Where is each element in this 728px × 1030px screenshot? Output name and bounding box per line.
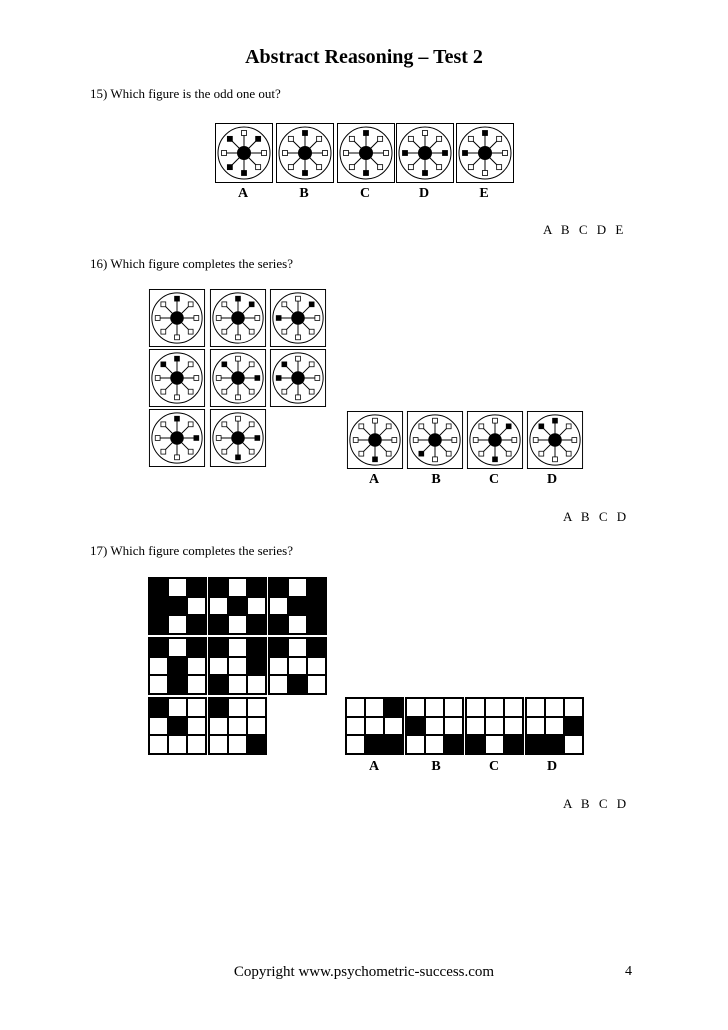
grid-cell xyxy=(209,657,228,676)
grid-cell xyxy=(149,657,168,676)
cell-grid-figure-q17-r2c2 xyxy=(208,637,267,695)
wheel-figure-q15-E xyxy=(456,123,514,183)
grid-cell xyxy=(307,615,326,634)
option-label: C xyxy=(488,759,500,774)
page-title: Abstract Reasoning – Test 2 xyxy=(245,46,483,68)
grid-cell xyxy=(247,717,266,736)
grid-cell xyxy=(149,615,168,634)
grid-cell xyxy=(384,717,403,736)
grid-cell xyxy=(564,698,583,717)
cell-grid-figure-q17-r1c3 xyxy=(268,577,327,635)
grid-cell xyxy=(307,675,326,694)
grid-cell xyxy=(168,717,187,736)
cell-grid-figure-q17-B xyxy=(405,697,464,755)
grid-cell xyxy=(228,698,247,717)
cell-grid-figure-q17-r1c1 xyxy=(148,577,207,635)
grid-cell xyxy=(564,717,583,736)
grid-cell xyxy=(425,698,444,717)
grid-cell xyxy=(288,638,307,657)
grid-cell xyxy=(288,597,307,616)
grid-cell xyxy=(209,698,228,717)
grid-cell xyxy=(247,735,266,754)
grid-cell xyxy=(187,578,206,597)
cell-grid-figure-q17-A xyxy=(345,697,404,755)
grid-cell xyxy=(307,578,326,597)
wheel-figure-q15-B xyxy=(276,123,334,183)
grid-cell xyxy=(346,698,365,717)
grid-cell xyxy=(425,717,444,736)
grid-cell xyxy=(545,717,564,736)
option-label: B xyxy=(299,186,309,201)
option-label: B xyxy=(431,472,441,487)
grid-cell xyxy=(545,735,564,754)
grid-cell xyxy=(444,717,463,736)
grid-cell xyxy=(526,735,545,754)
grid-cell xyxy=(168,675,187,694)
grid-cell xyxy=(466,698,485,717)
grid-cell xyxy=(288,615,307,634)
option-label: D xyxy=(546,472,558,487)
option-label: D xyxy=(546,759,558,774)
cell-grid-figure-q17-D xyxy=(525,697,584,755)
option-label: B xyxy=(431,759,441,774)
grid-cell xyxy=(187,698,206,717)
grid-cell xyxy=(247,597,266,616)
cell-grid-figure-q17-r3c2 xyxy=(208,697,267,755)
grid-cell xyxy=(406,735,425,754)
grid-cell xyxy=(187,597,206,616)
grid-cell xyxy=(187,675,206,694)
grid-cell xyxy=(406,698,425,717)
grid-cell xyxy=(209,597,228,616)
grid-cell xyxy=(149,597,168,616)
grid-cell xyxy=(466,717,485,736)
cell-grid-figure-q17-r3c1 xyxy=(148,697,207,755)
wheel-figure-q15-A xyxy=(215,123,273,183)
wheel-figure-q16-D xyxy=(526,411,584,469)
grid-cell xyxy=(425,735,444,754)
grid-cell xyxy=(228,578,247,597)
grid-cell xyxy=(209,735,228,754)
grid-cell xyxy=(346,717,365,736)
grid-cell xyxy=(228,735,247,754)
grid-cell xyxy=(228,597,247,616)
grid-cell xyxy=(228,638,247,657)
wheel-figure-q15-D xyxy=(396,123,454,183)
grid-cell xyxy=(526,717,545,736)
option-label: C xyxy=(488,472,500,487)
wheel-figure-q16-r3c2 xyxy=(209,409,267,467)
cell-grid-figure-q17-r2c3 xyxy=(268,637,327,695)
grid-cell xyxy=(168,698,187,717)
option-label: A xyxy=(368,759,380,774)
grid-cell xyxy=(187,657,206,676)
option-label: E xyxy=(479,186,489,201)
grid-cell xyxy=(307,657,326,676)
grid-cell xyxy=(269,657,288,676)
option-label: C xyxy=(359,186,371,201)
question-16-text: 16) Which figure completes the series? xyxy=(90,256,293,271)
grid-cell xyxy=(149,578,168,597)
grid-cell xyxy=(365,698,384,717)
grid-cell xyxy=(269,578,288,597)
grid-cell xyxy=(307,638,326,657)
grid-cell xyxy=(168,638,187,657)
grid-cell xyxy=(485,735,504,754)
cell-grid-figure-q17-r1c2 xyxy=(208,577,267,635)
page-number: 4 xyxy=(625,964,632,979)
grid-cell xyxy=(187,735,206,754)
wheel-figure-q16-A xyxy=(346,411,404,469)
grid-cell xyxy=(228,615,247,634)
grid-cell xyxy=(485,698,504,717)
grid-cell xyxy=(384,735,403,754)
footer-copyright: Copyright www.psychometric-success.com xyxy=(233,964,495,980)
grid-cell xyxy=(149,638,168,657)
grid-cell xyxy=(187,717,206,736)
grid-cell xyxy=(444,698,463,717)
question-17-text: 17) Which figure completes the series? xyxy=(90,543,293,558)
grid-cell xyxy=(384,698,403,717)
grid-cell xyxy=(209,638,228,657)
question-15-text: 15) Which figure is the odd one out? xyxy=(90,86,281,101)
grid-cell xyxy=(209,717,228,736)
wheel-figure-q16-r1c2 xyxy=(209,289,267,347)
grid-cell xyxy=(209,578,228,597)
wheel-figure-q16-r2c1 xyxy=(148,349,206,407)
wheel-figure-q16-r1c1 xyxy=(148,289,206,347)
option-label: A xyxy=(237,186,249,201)
question-16-answer-choices[interactable]: A B C D xyxy=(563,509,627,524)
grid-cell xyxy=(168,578,187,597)
grid-cell xyxy=(187,615,206,634)
grid-cell xyxy=(209,615,228,634)
grid-cell xyxy=(365,717,384,736)
grid-cell xyxy=(504,717,523,736)
wheel-figure-q16-r3c1 xyxy=(148,409,206,467)
grid-cell xyxy=(406,717,425,736)
wheel-figure-q16-r2c3 xyxy=(269,349,327,407)
cell-grid-figure-q17-C xyxy=(465,697,524,755)
grid-cell xyxy=(269,597,288,616)
grid-cell xyxy=(307,597,326,616)
grid-cell xyxy=(168,735,187,754)
option-label: A xyxy=(368,472,380,487)
wheel-figure-q16-B xyxy=(406,411,464,469)
grid-cell xyxy=(149,698,168,717)
option-label: D xyxy=(418,186,430,201)
grid-cell xyxy=(209,675,228,694)
grid-cell xyxy=(228,717,247,736)
question-17-answer-choices[interactable]: A B C D xyxy=(563,796,627,811)
grid-cell xyxy=(444,735,463,754)
grid-cell xyxy=(149,675,168,694)
grid-cell xyxy=(168,597,187,616)
wheel-figure-q15-C xyxy=(337,123,395,183)
grid-cell xyxy=(288,675,307,694)
grid-cell xyxy=(168,615,187,634)
grid-cell xyxy=(269,675,288,694)
grid-cell xyxy=(288,657,307,676)
wheel-figure-q16-C xyxy=(466,411,524,469)
grid-cell xyxy=(545,698,564,717)
grid-cell xyxy=(485,717,504,736)
grid-cell xyxy=(466,735,485,754)
grid-cell xyxy=(346,735,365,754)
grid-cell xyxy=(228,675,247,694)
grid-cell xyxy=(269,638,288,657)
grid-cell xyxy=(564,735,583,754)
wheel-figure-q16-r2c2 xyxy=(209,349,267,407)
grid-cell xyxy=(269,615,288,634)
grid-cell xyxy=(247,615,266,634)
grid-cell xyxy=(288,578,307,597)
grid-cell xyxy=(504,698,523,717)
grid-cell xyxy=(365,735,384,754)
grid-cell xyxy=(247,675,266,694)
grid-cell xyxy=(149,735,168,754)
grid-cell xyxy=(247,698,266,717)
grid-cell xyxy=(168,657,187,676)
grid-cell xyxy=(247,578,266,597)
wheel-figure-q16-r1c3 xyxy=(269,289,327,347)
grid-cell xyxy=(526,698,545,717)
cell-grid-figure-q17-r2c1 xyxy=(148,637,207,695)
grid-cell xyxy=(504,735,523,754)
grid-cell xyxy=(247,657,266,676)
grid-cell xyxy=(149,717,168,736)
question-15-answer-choices[interactable]: A B C D E xyxy=(543,222,624,237)
grid-cell xyxy=(228,657,247,676)
grid-cell xyxy=(247,638,266,657)
grid-cell xyxy=(187,638,206,657)
